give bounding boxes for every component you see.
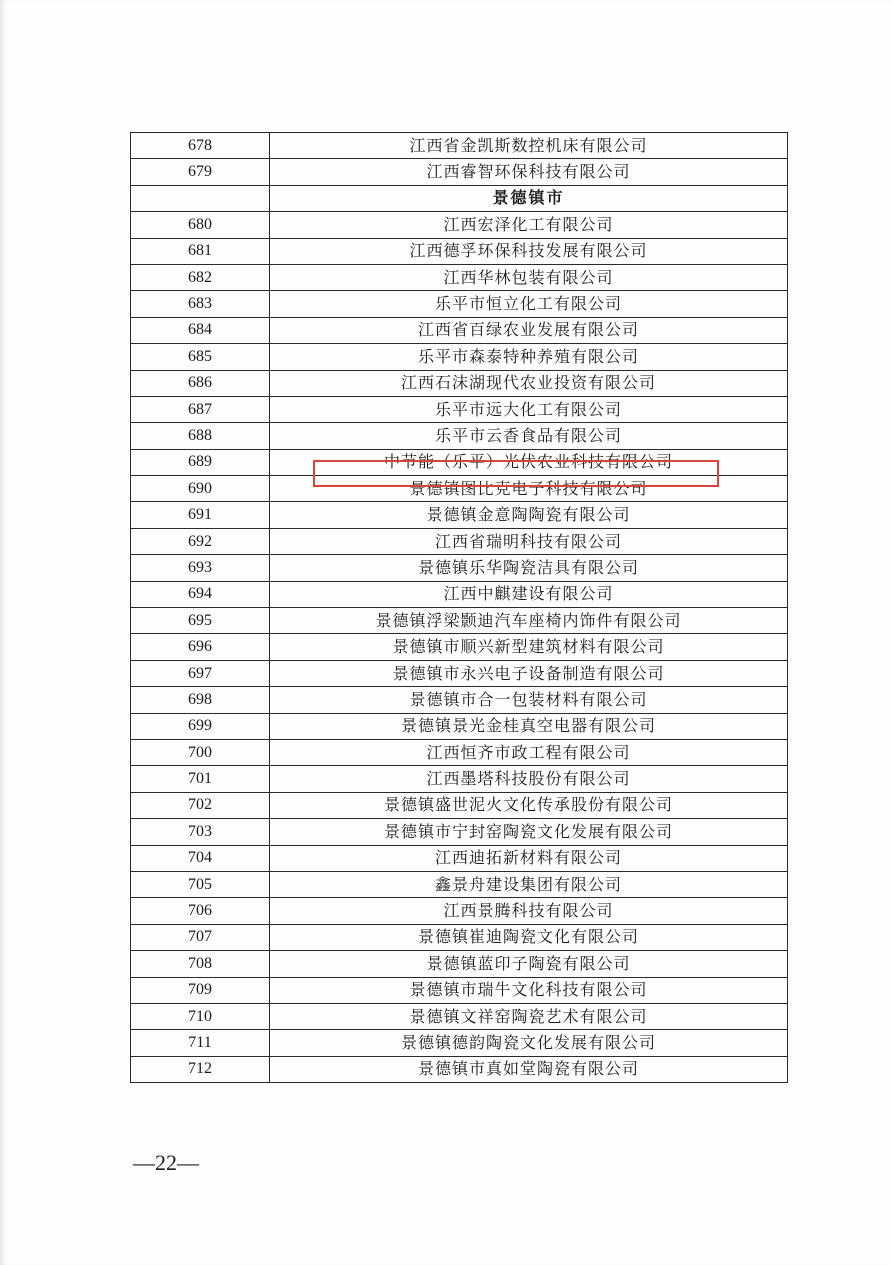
company-name-cell: 中节能（乐平）光伏农业科技有限公司 <box>270 449 788 475</box>
table-row <box>131 476 788 502</box>
row-number-cell: 705 <box>131 871 270 897</box>
table-row <box>131 608 788 634</box>
region-name-cell: 景德镇市 <box>270 185 788 211</box>
company-name-cell: 江西石沫湖现代农业投资有限公司 <box>270 370 788 396</box>
table-row <box>131 502 788 528</box>
row-number-cell: 695 <box>131 608 270 634</box>
company-name-cell: 景德镇市瑞牛文化科技有限公司 <box>270 977 788 1003</box>
row-number-cell: 707 <box>131 924 270 950</box>
table-row <box>131 264 788 290</box>
table-row <box>131 1030 788 1056</box>
row-number-cell: 697 <box>131 660 270 686</box>
table-row <box>131 581 788 607</box>
row-number-cell: 692 <box>131 528 270 554</box>
table-row <box>131 951 788 977</box>
company-name-cell: 景德镇德韵陶瓷文化发展有限公司 <box>270 1030 788 1056</box>
row-number-cell: 698 <box>131 687 270 713</box>
row-number-cell: 678 <box>131 133 270 159</box>
row-number-cell: 712 <box>131 1056 270 1082</box>
row-number-cell: 685 <box>131 344 270 370</box>
company-name-cell: 景德镇蓝印子陶瓷有限公司 <box>270 951 788 977</box>
row-number-cell: 708 <box>131 951 270 977</box>
company-name-cell: 景德镇市宁封窑陶瓷文化发展有限公司 <box>270 819 788 845</box>
row-number-cell: 696 <box>131 634 270 660</box>
company-name-cell: 江西省金凯斯数控机床有限公司 <box>270 133 788 159</box>
company-name-cell: 乐平市恒立化工有限公司 <box>270 291 788 317</box>
company-name-cell: 景德镇崔迪陶瓷文化有限公司 <box>270 924 788 950</box>
table-row <box>131 687 788 713</box>
table-row <box>131 555 788 581</box>
table-row <box>131 133 788 159</box>
table-row <box>131 924 788 950</box>
company-name-cell: 江西华林包装有限公司 <box>270 264 788 290</box>
row-number-cell: 684 <box>131 317 270 343</box>
company-name-cell: 江西德孚环保科技发展有限公司 <box>270 238 788 264</box>
company-name-cell: 景德镇浮梁颢迪汽车座椅内饰件有限公司 <box>270 608 788 634</box>
company-name-cell: 景德镇市永兴电子设备制造有限公司 <box>270 660 788 686</box>
company-name-cell: 江西睿智环保科技有限公司 <box>270 159 788 185</box>
company-name-cell: 景德镇景光金桂真空电器有限公司 <box>270 713 788 739</box>
table-row <box>131 1056 788 1082</box>
row-number-cell <box>131 185 270 211</box>
row-number-cell: 688 <box>131 423 270 449</box>
table-row <box>131 713 788 739</box>
row-number-cell: 699 <box>131 713 270 739</box>
company-name-cell: 景德镇文祥窑陶瓷艺术有限公司 <box>270 1003 788 1029</box>
table-row <box>131 660 788 686</box>
row-number-cell: 702 <box>131 792 270 818</box>
company-list-body <box>131 133 788 1083</box>
company-name-cell: 景德镇市真如堂陶瓷有限公司 <box>270 1056 788 1082</box>
table-row <box>131 159 788 185</box>
table-row <box>131 871 788 897</box>
table-row <box>131 739 788 765</box>
table-row <box>131 766 788 792</box>
row-number-cell: 704 <box>131 845 270 871</box>
table-row <box>131 528 788 554</box>
row-number-cell: 683 <box>131 291 270 317</box>
company-name-cell: 江西迪拓新材料有限公司 <box>270 845 788 871</box>
company-name-cell: 江西省百绿农业发展有限公司 <box>270 317 788 343</box>
table-row <box>131 238 788 264</box>
company-name-cell: 江西中麒建设有限公司 <box>270 581 788 607</box>
company-name-cell: 鑫景舟建设集团有限公司 <box>270 871 788 897</box>
region-header-row <box>131 185 788 211</box>
row-number-cell: 709 <box>131 977 270 1003</box>
company-name-cell: 景德镇市合一包装材料有限公司 <box>270 687 788 713</box>
company-name-cell: 乐平市森泰特种养殖有限公司 <box>270 344 788 370</box>
table-row <box>131 1003 788 1029</box>
table-row <box>131 845 788 871</box>
company-name-cell: 景德镇乐华陶瓷洁具有限公司 <box>270 555 788 581</box>
row-number-cell: 706 <box>131 898 270 924</box>
company-name-cell: 景德镇盛世泥火文化传承股份有限公司 <box>270 792 788 818</box>
table-row <box>131 898 788 924</box>
row-number-cell: 687 <box>131 396 270 422</box>
row-number-cell: 689 <box>131 449 270 475</box>
row-number-cell: 679 <box>131 159 270 185</box>
row-number-cell: 680 <box>131 212 270 238</box>
row-number-cell: 710 <box>131 1003 270 1029</box>
row-number-cell: 686 <box>131 370 270 396</box>
company-name-cell: 乐平市云香食品有限公司 <box>270 423 788 449</box>
company-name-cell: 江西墨塔科技股份有限公司 <box>270 766 788 792</box>
table-row <box>131 423 788 449</box>
table-row <box>131 291 788 317</box>
row-number-cell: 711 <box>131 1030 270 1056</box>
table-row <box>131 449 788 475</box>
company-name-cell: 江西省瑞明科技有限公司 <box>270 528 788 554</box>
company-name-cell: 景德镇金意陶陶瓷有限公司 <box>270 502 788 528</box>
table-row <box>131 977 788 1003</box>
row-number-cell: 693 <box>131 555 270 581</box>
company-name-cell: 景德镇图比克电子科技有限公司 <box>270 476 788 502</box>
table-row <box>131 317 788 343</box>
row-number-cell: 681 <box>131 238 270 264</box>
table-row <box>131 344 788 370</box>
company-list-table <box>130 132 788 1083</box>
company-name-cell: 江西恒齐市政工程有限公司 <box>270 739 788 765</box>
table-row <box>131 792 788 818</box>
company-name-cell: 乐平市远大化工有限公司 <box>270 396 788 422</box>
table-row <box>131 634 788 660</box>
row-number-cell: 701 <box>131 766 270 792</box>
row-number-cell: 703 <box>131 819 270 845</box>
page-number: —22— <box>133 1150 199 1175</box>
company-name-cell: 江西宏泽化工有限公司 <box>270 212 788 238</box>
company-name-cell: 景德镇市顺兴新型建筑材料有限公司 <box>270 634 788 660</box>
table-row <box>131 370 788 396</box>
row-number-cell: 682 <box>131 264 270 290</box>
row-number-cell: 690 <box>131 476 270 502</box>
table-row <box>131 212 788 238</box>
row-number-cell: 691 <box>131 502 270 528</box>
row-number-cell: 700 <box>131 739 270 765</box>
table-row <box>131 819 788 845</box>
company-name-cell: 江西景腾科技有限公司 <box>270 898 788 924</box>
table-row <box>131 396 788 422</box>
row-number-cell: 694 <box>131 581 270 607</box>
